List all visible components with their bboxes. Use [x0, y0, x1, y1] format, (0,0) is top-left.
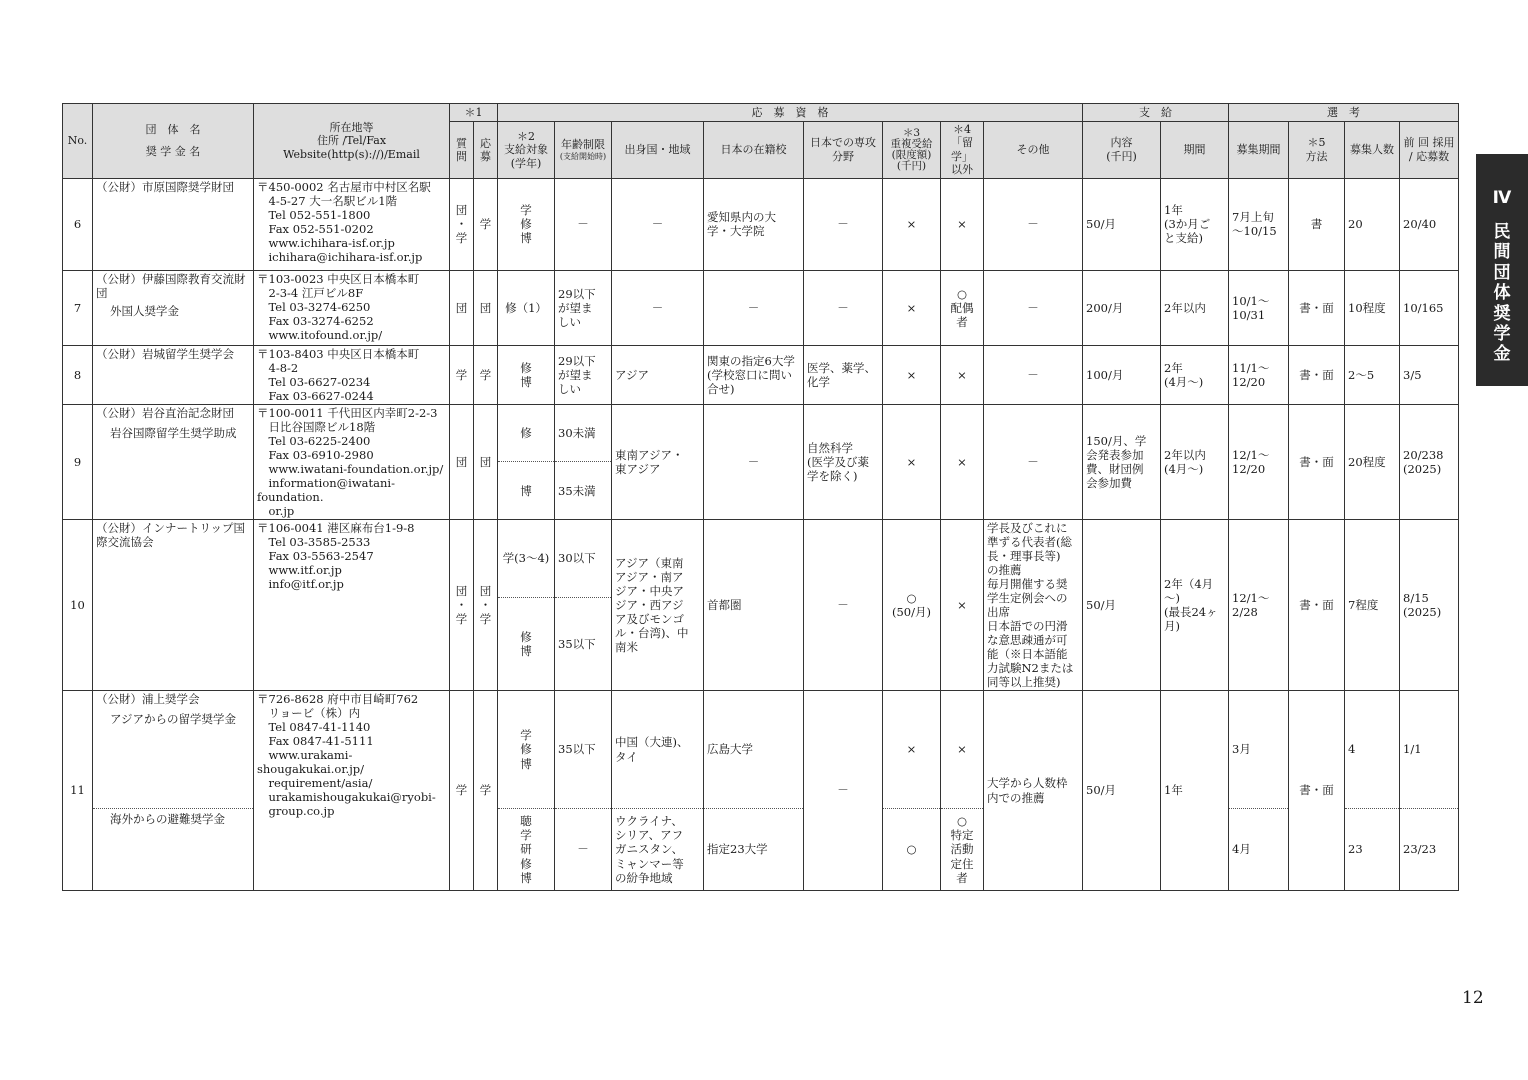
question-to: 学	[450, 691, 474, 891]
other: 学長及びこれに 準ずる代表者(総 長・理事長等) の推薦 毎月開催する奨 学生定例会への 出席 日本語での円滑 な意思疎通が可 能（※日本語能 力試験N2または 同等以上推奨)	[984, 519, 1083, 690]
method: 書・面	[1289, 345, 1345, 404]
duplicate: ×	[883, 178, 941, 270]
age-limit: 35未満	[555, 462, 612, 520]
table-row	[63, 178, 1459, 270]
duplicate: ×	[883, 691, 941, 809]
period: 2年（4月 ～) (最長24ヶ 月)	[1161, 519, 1229, 690]
header-quota: 募集人数	[1345, 122, 1400, 179]
origin: －	[612, 178, 704, 270]
table-row	[63, 404, 1459, 462]
age-limit: 35以下	[555, 691, 612, 809]
visa: ○ 特定 活動 定住 者	[941, 809, 984, 891]
period: 2年以内 (4月～)	[1161, 404, 1229, 519]
target-grade: 学 修 博	[498, 178, 555, 270]
duplicate: ×	[883, 345, 941, 404]
prev-result: 20/40	[1400, 178, 1459, 270]
visa: ×	[941, 519, 984, 690]
header-visa: ＊4 「留学」 以外	[941, 122, 984, 179]
school: 関東の指定6大学 (学校窓口に問い 合せ)	[704, 345, 804, 404]
period: 1年 (3か月ご と支給)	[1161, 178, 1229, 270]
visa: ×	[941, 178, 984, 270]
prev-result: 1/1	[1400, 691, 1459, 809]
school: 愛知県内の大 学・大学院	[704, 178, 804, 270]
target-grade: 修（1）	[498, 270, 555, 345]
scholarship-name: アジアからの留学奨学金	[110, 712, 237, 727]
header-major: 日本での専攻分野	[804, 122, 883, 179]
method: 書・面	[1289, 404, 1345, 519]
prev-result: 10/165	[1400, 270, 1459, 345]
header-period: 期間	[1161, 122, 1229, 179]
row-no: 8	[63, 345, 93, 404]
pay: 50/月	[1083, 691, 1161, 891]
header-group-selection: 選 考	[1229, 104, 1459, 122]
prev-result: 23/23	[1400, 809, 1459, 891]
age-limit: 30以下	[555, 519, 612, 597]
recruit-period: 4月	[1229, 809, 1289, 891]
prev-result: 3/5	[1400, 345, 1459, 404]
pay: 100/月	[1083, 345, 1161, 404]
major: 自然科学 (医学及び薬 学を除く)	[804, 404, 883, 519]
apply-via: 学	[474, 178, 498, 270]
row-no: 6	[63, 178, 93, 270]
header-apply: 応募	[474, 122, 498, 179]
table-row	[63, 691, 1459, 809]
major: －	[804, 178, 883, 270]
org-name: （公財）伊藤国際教育交流財 団 外国人奨学金	[93, 270, 254, 345]
major: －	[804, 691, 883, 891]
table-row	[63, 270, 1459, 345]
header-group-eligibility: 応 募 資 格	[498, 104, 1083, 122]
recruit-period: 3月	[1229, 691, 1289, 809]
quota: 23	[1345, 809, 1400, 891]
origin: 中国（大連)、 タイ	[612, 691, 704, 809]
header-method: ＊5 方法	[1289, 122, 1345, 179]
origin: 東南アジア・ 東アジア	[612, 404, 704, 519]
visa: ×	[941, 345, 984, 404]
age-limit: －	[555, 809, 612, 891]
address: 〒106-0041 港区麻布台1-9-8 Tel 03-3585-2533 Fax 03-5563-2547 www.itf.or.jp info@itf.or.jp	[254, 519, 450, 690]
page-number: 12	[1462, 988, 1484, 1008]
address: 〒103-8403 中央区日本橋本町 4-8-2 Tel 03-6627-0234 Fax 03-6627-0244	[254, 345, 450, 404]
header-age: 年齢制限 (支給開始時)	[555, 122, 612, 179]
question-to: 学	[450, 345, 474, 404]
origin: アジア（東南 アジア・南ア ジア・中央ア ジア・西アジ ア及びモンゴ ル・台湾)、中 南米	[612, 519, 704, 690]
scholarship-name: 岩谷国際留学生奨学助成	[110, 425, 237, 440]
school: 首都圏	[704, 519, 804, 690]
quota: 20	[1345, 178, 1400, 270]
age-limit: 30未満	[555, 404, 612, 462]
section-side-tab	[1476, 154, 1528, 386]
header-address: 所在地等 住所 /Tel/Fax Website(http(s)://)/Email	[254, 104, 450, 179]
prev-result: 8/15 (2025)	[1400, 519, 1459, 690]
apply-via: 学	[474, 345, 498, 404]
apply-via: 学	[474, 691, 498, 891]
major: 医学、薬学、 化学	[804, 345, 883, 404]
pay: 50/月	[1083, 519, 1161, 690]
visa: ×	[941, 404, 984, 519]
school: 指定23大学	[704, 809, 804, 891]
target-grade: 博	[498, 462, 555, 520]
section-number: Ⅳ	[1492, 188, 1512, 208]
duplicate: ○ (50/月)	[883, 519, 941, 690]
period: 2年 (4月～)	[1161, 345, 1229, 404]
other: －	[984, 404, 1083, 519]
header-name: 団 体 名 奨 学 金 名	[93, 104, 254, 179]
apply-via: 団	[474, 270, 498, 345]
apply-via: 団	[474, 404, 498, 519]
row-no: 9	[63, 404, 93, 519]
org-name: （公財）岩城留学生奨学会	[93, 345, 254, 404]
quota: 4	[1345, 691, 1400, 809]
scholarship-table	[62, 103, 1459, 891]
table-row	[63, 345, 1459, 404]
target-grade: 修	[498, 404, 555, 462]
other: －	[984, 345, 1083, 404]
quota: 20程度	[1345, 404, 1400, 519]
method: 書・面	[1289, 519, 1345, 690]
other: 大学から人数枠 内での推薦	[984, 691, 1083, 891]
address: 〒726-8628 府中市目崎町762 リョービ（株）内 Tel 0847-41-1140 Fax 0847-41-5111 www.urakami-shougakukai.or.jp/ requirement/asia/ urakamishougakukai@ryobi- group.co.jp	[254, 691, 450, 891]
age-limit: 35以下	[555, 598, 612, 691]
target-grade: 修 博	[498, 345, 555, 404]
origin: －	[612, 270, 704, 345]
pay: 200/月	[1083, 270, 1161, 345]
other: －	[984, 270, 1083, 345]
header-other: その他	[984, 122, 1083, 179]
header-no: No.	[63, 104, 93, 179]
major: －	[804, 519, 883, 690]
table-row	[63, 519, 1459, 597]
question-to: 団 ・ 学	[450, 519, 474, 690]
recruit-period: 10/1～ 10/31	[1229, 270, 1289, 345]
scholarship-name: 外国人奨学金	[110, 303, 179, 318]
origin: ウクライナ、 シリア、アフ ガニスタン、 ミャンマー等 の紛争地域	[612, 809, 704, 891]
row-no: 7	[63, 270, 93, 345]
age-limit: －	[555, 178, 612, 270]
method: 書・面	[1289, 691, 1345, 891]
school: －	[704, 270, 804, 345]
scholarship-name: 海外からの避難奨学金	[93, 809, 254, 891]
duplicate: ×	[883, 270, 941, 345]
major: －	[804, 270, 883, 345]
question-to: 団 ・ 学	[450, 178, 474, 270]
row-no: 10	[63, 519, 93, 690]
section-label: 民間団体奨学金	[1493, 222, 1511, 365]
method: 書	[1289, 178, 1345, 270]
header-group-1: ＊1	[450, 104, 498, 122]
org-name: （公財）岩谷直治記念財団 岩谷国際留学生奨学助成	[93, 404, 254, 519]
apply-via: 団 ・ 学	[474, 519, 498, 690]
address: 〒100-0011 千代田区内幸町2-2-3 日比谷国際ビル18階 Tel 03-6225-2400 Fax 03-6910-2980 www.iwatani-foundation.or.jp/ information@iwatani-foundation. or.jp	[254, 404, 450, 519]
recruit-period: 7月上旬 ～10/15	[1229, 178, 1289, 270]
header-origin: 出身国・地域	[612, 122, 704, 179]
target-grade: 聴 学 研 修 博	[498, 809, 555, 891]
question-to: 団	[450, 270, 474, 345]
quota: 10程度	[1345, 270, 1400, 345]
pay: 50/月	[1083, 178, 1161, 270]
visa: ×	[941, 691, 984, 809]
header-target: ＊2 支給対象 (学年)	[498, 122, 555, 179]
address: 〒450-0002 名古屋市中村区名駅 4-5-27 大一名駅ビル1階 Tel 052-551-1800 Fax 052-551-0202 www.ichihara-isf.or.jp ichihara@ichihara-isf.or.jp	[254, 178, 450, 270]
pay: 150/月、学 会発表参加 費、財団例 会参加費	[1083, 404, 1161, 519]
address: 〒103-0023 中央区日本橋本町 2-3-4 江戸ビル8F Tel 03-3274-6250 Fax 03-3274-6252 www.itofound.or.jp/	[254, 270, 450, 345]
row-no: 11	[63, 691, 93, 891]
period: 1年	[1161, 691, 1229, 891]
header-duplicate: ＊3 重複受給 (限度額) (千円)	[883, 122, 941, 179]
org-name: （公財）インナートリップ国 際交流協会	[93, 519, 254, 690]
header-question: 質問	[450, 122, 474, 179]
duplicate: ×	[883, 404, 941, 519]
quota: 7程度	[1345, 519, 1400, 690]
header-recruit: 募集期間	[1229, 122, 1289, 179]
school: －	[704, 404, 804, 519]
visa: ○ 配偶 者	[941, 270, 984, 345]
age-limit: 29以下 が望ま しい	[555, 270, 612, 345]
prev-result: 20/238 (2025)	[1400, 404, 1459, 519]
recruit-period: 12/1～ 2/28	[1229, 519, 1289, 690]
header-prev: 前 回 採用 / 応募数	[1400, 122, 1459, 179]
recruit-period: 12/1～ 12/20	[1229, 404, 1289, 519]
org-name: （公財）市原国際奨学財団	[93, 178, 254, 270]
other: －	[984, 178, 1083, 270]
duplicate: ○	[883, 809, 941, 891]
target-grade: 修 博	[498, 598, 555, 691]
header-pay: 内容 (千円)	[1083, 122, 1161, 179]
target-grade: 学(3～4)	[498, 519, 555, 597]
header-school: 日本の在籍校	[704, 122, 804, 179]
org-name: （公財）浦上奨学会 アジアからの留学奨学金	[93, 691, 254, 809]
question-to: 団	[450, 404, 474, 519]
age-limit: 29以下 が望ま しい	[555, 345, 612, 404]
school: 広島大学	[704, 691, 804, 809]
origin: アジア	[612, 345, 704, 404]
header-group-payment: 支 給	[1083, 104, 1229, 122]
recruit-period: 11/1～ 12/20	[1229, 345, 1289, 404]
period: 2年以内	[1161, 270, 1229, 345]
quota: 2～5	[1345, 345, 1400, 404]
method: 書・面	[1289, 270, 1345, 345]
target-grade: 学 修 博	[498, 691, 555, 809]
